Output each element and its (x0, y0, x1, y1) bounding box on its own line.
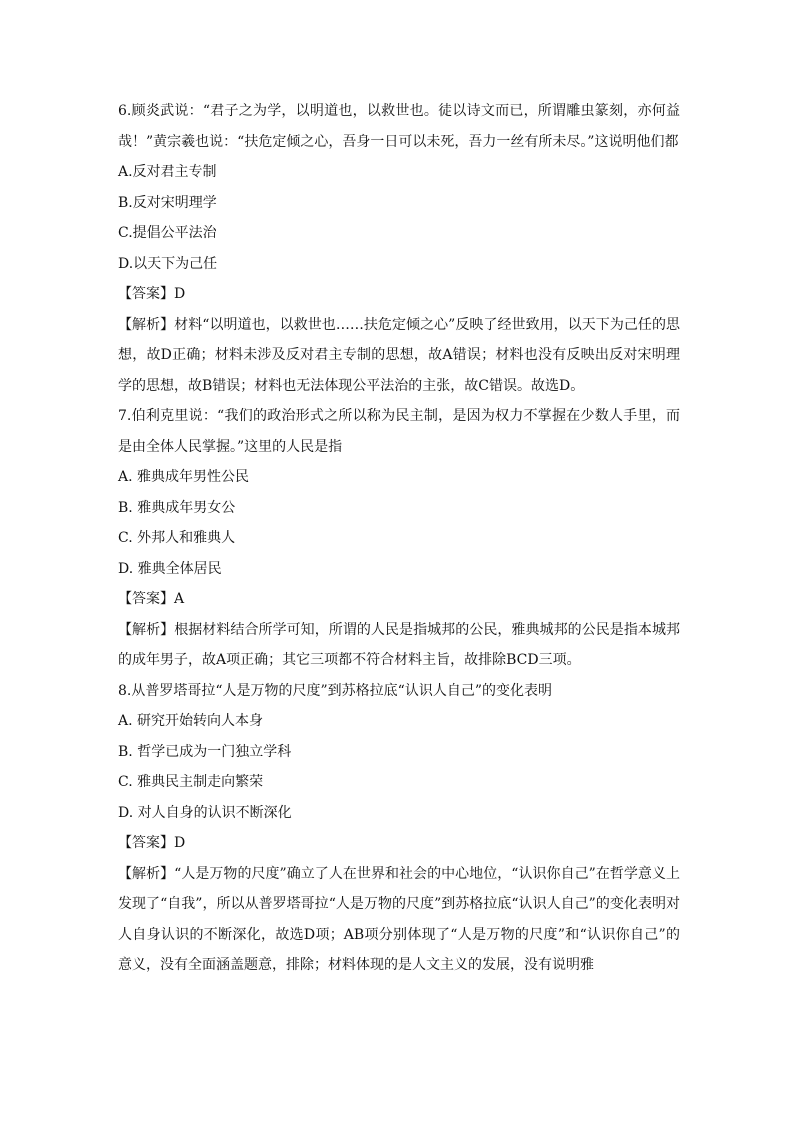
analysis: 【解析】“人是万物的尺度”确立了人在世界和社会的中心地位，“认识你自己”在哲学意义上发现了“自我”，所以从普罗塔哥拉“人是万物的尺度”到苏格拉底“认识人自己”的变化表明对人自身认识的不断深化，故选D项；AB项分别体现了“人是万物的尺度”和“认识你自己”的意义，没有全面涵盖题意，排除；材料体现的是人文主义的发展，没有说明雅 (118, 865, 680, 973)
question-stem: 7.伯利克里说：“我们的政治形式之所以称为民主制，是因为权力不掌握在少数人手里，而是由全体人民掌握。”这里的人民是指 (118, 408, 680, 455)
answer: 【答案】A (118, 591, 185, 607)
option-d: D. 雅典全体居民 (118, 560, 222, 577)
answer: 【答案】D (118, 286, 186, 302)
option-b: B. 雅典成年男女公 (118, 499, 236, 516)
question-8 (118, 676, 680, 981)
analysis: 【解析】根据材料结合所学可知，所谓的人民是指城邦的公民，雅典城邦的公民是指本城邦的成年男子，故A项正确；其它三项都不符合材料主旨，故排除BCD三项。 (118, 621, 680, 668)
option-b: B.反对宋明理学 (118, 194, 217, 211)
question-stem: 6.顾炎武说：“君子之为学，以明道也，以救世也。徒以诗文而已，所谓雕虫篆刻，亦何益哉！”黄宗羲也说：“扶危定倾之心，吾身一日可以未死，吾力一丝有所未尽。”这说明他们都 (118, 103, 680, 150)
question-7 (118, 401, 680, 676)
option-c: C. 外邦人和雅典人 (118, 530, 236, 546)
option-d: D. 对人自身的认识不断深化 (118, 804, 292, 821)
option-a: A. 研究开始转向人本身 (118, 713, 264, 729)
option-c: C.提倡公平法治 (118, 225, 217, 241)
answer: 【答案】D (118, 835, 186, 851)
question-6 (118, 96, 680, 401)
option-b: B. 哲学已成为一门独立学科 (118, 743, 292, 760)
option-d: D.以天下为己任 (118, 255, 218, 272)
question-stem: 8.从普罗塔哥拉“人是万物的尺度”到苏格拉底“认识人自己”的变化表明 (118, 682, 552, 699)
option-a: A.反对君主专制 (118, 164, 217, 180)
option-c: C. 雅典民主制走向繁荣 (118, 774, 264, 790)
question-list (118, 96, 680, 981)
analysis: 【解析】材料“以明道也，以救世也……扶危定倾之心”反映了经世致用，以天下为己任的思想，故D正确；材料未涉及反对君主专制的思想，故A错误；材料也没有反映出反对宋明理学的思想，故B错误；材料也无法体现公平法治的主张，故C错误。故选D。 (118, 316, 680, 394)
option-a: A. 雅典成年男性公民 (118, 469, 250, 485)
